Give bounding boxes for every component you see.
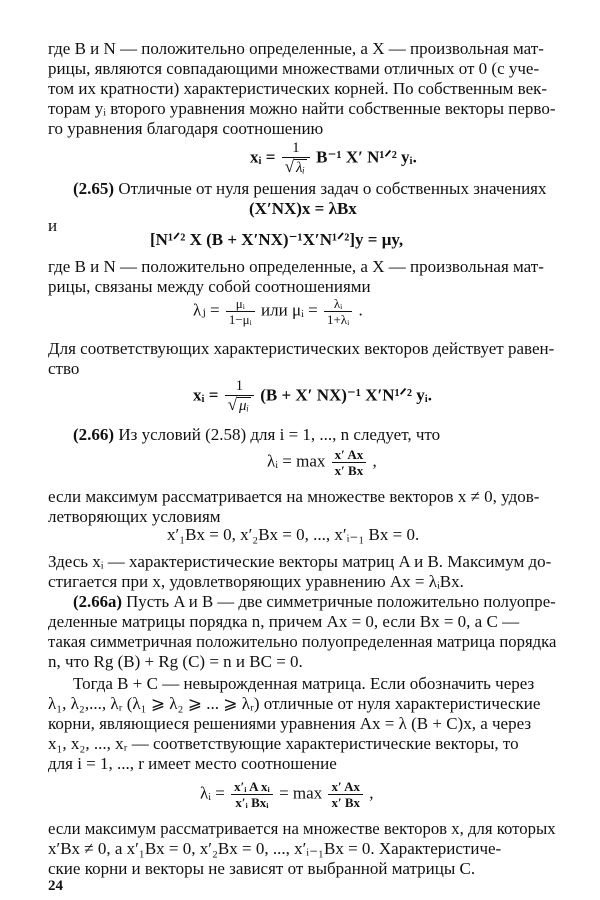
text-line: торам yᵢ второго уравнения можно найти собственные векторы перво-	[48, 99, 556, 118]
text-line: рицы, являются совпадающими множествами отличных от 0 (с уче-	[48, 59, 540, 78]
fraction: $\frac{1}{\text{√ μᵢ}}$	[225, 378, 254, 415]
page-number: 24	[48, 878, 63, 894]
fraction: $\frac{1}{\text{√ λᵢ}}$	[282, 140, 310, 177]
text-line: деленные матрицы порядка n, причем Ax = 0, если Bx = 0, а C —	[48, 612, 520, 631]
equation-eigen-y: [N¹ᐟ² X (B + X′NX)⁻¹X′N¹ᐟ²]y = μy,	[150, 230, 404, 249]
sqrt-icon: √	[284, 157, 295, 176]
fraction: $\frac{\text{λᵢ}}{\text{1+λᵢ}}$	[324, 296, 352, 327]
text-line: для i = 1, ..., r имеет место соотношение	[48, 754, 337, 773]
text-line: том их кратности) характеристических корней. По собственным век-	[48, 79, 548, 98]
text-line: го уравнения благодаря соотношению	[48, 119, 324, 138]
equation-eigen-x: (X′NX)x = λBx	[249, 199, 357, 218]
text-line: стигается при x, удовлетворяющих уравнению Ax = λᵢBx.	[48, 572, 464, 591]
equation-lambda-max: λᵢ = max $\frac{x' Ax}{x' Bx}$ ,	[267, 447, 377, 478]
text-line: λ₁, λ₂,..., λᵣ (λ₁ ⩾ λ₂ ⩾ ... ⩾ λᵣ) отличные от нуля характеристические	[48, 694, 541, 713]
text-line: x′Bx ≠ 0, a x′₁Bx = 0, x′₂Bx = 0, ..., x′ᵢ₋₁Bx = 0. Характеристиче-	[48, 839, 502, 858]
text-line: где B и N — положительно определенные, а X — произвольная мат-	[48, 257, 544, 276]
fraction: $\frac{\text{μᵢ}}{\text{1−μᵢ}}$	[226, 296, 255, 327]
text-line: Здесь xᵢ — характеристические векторы матриц A и B. Максимум до-	[48, 552, 552, 571]
text-line: x₁, x₂, ..., xᵣ — соответствующие характеристические векторы, то	[48, 734, 519, 753]
text-line: корни, являющиеся решениями уравнения Ax = λ (B + C)x, а через	[48, 714, 532, 733]
text-line: если максимум рассматривается на множестве векторов x ≠ 0, удов-	[48, 487, 540, 506]
section-2-65: (2.65) Отличные от нуля решения задач о собственных значениях	[73, 179, 547, 198]
equation-x-i-mu: xᵢ = $\frac{1}{\text{√ μᵢ}}$ (B + X′ NX)⁻¹ X′N¹ᐟ² yᵢ.	[193, 378, 432, 414]
text-line: рицы, связаны между собой соотношениями	[48, 277, 371, 296]
equation-orthogonality: x′₁Bx = 0, x′₂Bx = 0, ..., x′ᵢ₋₁ Bx = 0.	[167, 525, 420, 544]
text-line: Для соответствующих характеристических векторов действует равен-	[48, 339, 555, 358]
text-line: Тогда B + C — невырожденная матрица. Если обозначить через	[73, 674, 535, 693]
equation-lambda-mu: λⱼ = $\frac{\text{μᵢ}}{\text{1−μᵢ}}$ или μᵢ = $\frac{\text{λᵢ}}{\text{1+λᵢ}}$ .	[193, 296, 363, 327]
text-line: n, что Rg (B) + Rg (C) = n и BC = 0.	[48, 652, 303, 671]
sqrt-icon: √	[227, 395, 238, 414]
fraction: $\frac{\text{x′ᵢ A xᵢ}}{\text{x′ᵢ Bxᵢ}}$	[231, 779, 273, 810]
text-line: если максимум рассматривается на множестве векторов x, для которых	[48, 819, 556, 838]
fraction: $\frac{x' Ax}{x' Bx}$	[328, 779, 363, 810]
text-line: где B и N — положительно определенные, а X — произвольная мат-	[48, 39, 544, 58]
section-2-66a: (2.66a) Пусть A и B — две симметричные положительно полуопре-	[73, 592, 556, 611]
text-and: и	[48, 216, 58, 235]
text-line: летворяющих условиям	[48, 507, 221, 526]
section-2-66: (2.66) Из условий (2.58) для i = 1, ..., n следует, что	[73, 425, 441, 444]
fraction: $\frac{x' Ax}{x' Bx}$	[332, 447, 367, 478]
equation-lambda-ratio: λᵢ = $\frac{\text{x′ᵢ A xᵢ}}{\text{x′ᵢ Bxᵢ}}$ = max $\frac{x' Ax}{x' Bx}$ ,	[200, 779, 374, 810]
text-line: ские корни и векторы не зависят от выбранной матрицы C.	[48, 859, 476, 878]
text-line: такая симметричная положительно полуопределенная матрица порядка	[48, 632, 557, 651]
text-line: ство	[48, 359, 80, 378]
equation-x-i-inverse: xᵢ = $\frac{1}{\text{√ λᵢ}}$ B⁻¹ X′ N¹ᐟ² yᵢ.	[250, 140, 417, 176]
